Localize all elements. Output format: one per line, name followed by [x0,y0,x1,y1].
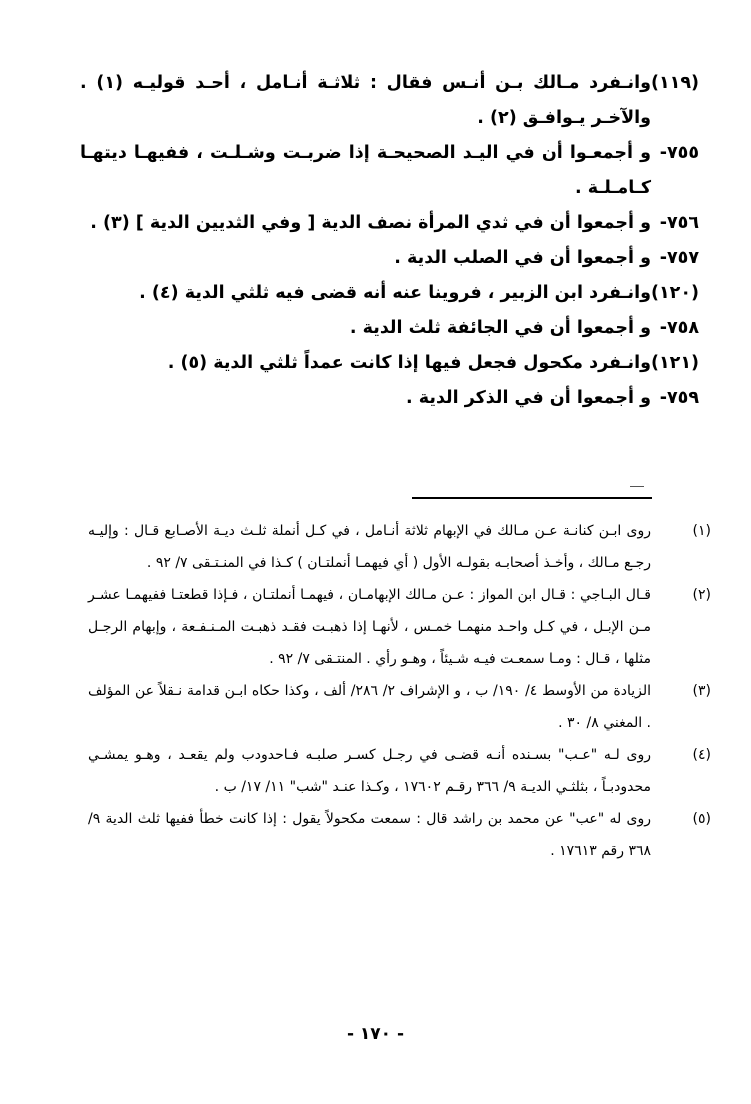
footnotes [88,515,711,867]
entry-119 [80,66,699,136]
entry-number: (١٢١) [650,353,699,373]
footnote-1 [88,515,711,579]
main-text [80,66,699,416]
entry-text: و أجمعوا أن في الجائفة ثلث الدية . [349,318,651,338]
footnote-5 [88,803,711,867]
entry-757 [80,241,699,276]
footnote-number: (٢) [692,587,711,603]
entry-120 [80,276,699,311]
entry-number: (١٢٠) [650,283,699,303]
entry-number: ٧٥٨- [659,318,699,338]
entry-number: ٧٥٥- [659,143,699,163]
entry-text: وانـفرد مـالك بـن أنـس فقال : ثلاثـة أنـامل ، أحـد قوليـه (١) . والآخـر يـوافـق (٢) . [80,73,651,128]
footnote-number: (٣) [692,683,711,699]
footnote-2 [88,579,711,675]
footnote-text: روى له "عب" عن محمد بن راشد قال : سمعت مكحولاً يقول : إذا كانت خطأ ففيها ثلث الدية ٩/ ٣٦٨ رقم ١٧٦١٣ . [88,811,651,859]
footnote-3 [88,675,711,739]
entry-text: و أجمعـوا أن في اليـد الصحيحـة إذا ضربـت وشـلـت ، ففيهـا ديتهـا كـامـلـة . [80,143,651,198]
footnote-number: (٥) [692,811,711,827]
entry-121 [80,346,699,381]
footnote-separator [412,497,652,499]
entry-758 [80,311,699,346]
footnote-text: روى لـه "عـب" بسـنده أنـه قضـى في رجـل كسـر صلبـه فـاحدودب ولم يقعـد ، وهـو يمشـي محدودبـاً ، بثلثـي الديـة ٩/ ٣٦٦ رقـم ١٧٦٠٢ ، وكـذا عنـد "شب" ١١/ ١٧/ ب . [88,747,651,795]
entry-text: وانـفرد مكحول فجعل فيها إذا كانت عمداً ثلثي الدية (٥) . [167,353,651,373]
footnote-text: روى ابـن كنانـة عـن مـالك في الإبهام ثلاثة أنـامل ، في كـل أنملة ثلـث ديـة الأصـابع قـال : وإليـه رجـع مـالك ، وأخـذ أصحابـه بقولـه الأول ( أي فيهمـا أنملتـان ) كـذا في المنـتـقى ٧/ ٩٢ . [88,523,651,571]
footnote-4 [88,739,711,803]
entry-756 [80,206,699,241]
entry-759 [80,381,699,416]
entry-number: ٧٥٧- [659,248,699,268]
entry-755 [80,136,699,206]
footnote-number: (٤) [692,747,711,763]
entry-text: و أجمعوا أن في ثدي المرأة نصف الدية [ وفي الثديين الدية ] (٣) . [90,213,651,233]
entry-number: (١١٩) [650,73,699,93]
entry-text: و أجمعوا أن في الذكر الدية . [406,388,651,408]
entry-text: وانـفرد ابن الزبير ، فروينا عنه أنه قضى فيه ثلثي الدية (٤) . [139,283,651,303]
separator-mark [630,486,644,487]
footnote-text: قـال البـاجي : قـال ابن المواز : عـن مـالك الإبهامـان ، فيهمـا أنملتـان ، فـإذا قطعتـا ففيهمـا عشـر مـن الإبـل ، في كـل واحـد منهمـا خمـس ، لأنهـا إذا ذهبـت فقـد ذهبـت المـنـفـعة ، وإبهام الرجـل مثلها ، قـال : ومـا سمعـت فيـه شـيئاً ، وهـو رأي . المنتـقى ٧/ ٩٢ . [88,587,651,667]
entry-text: و أجمعوا أن في الصلب الدية . [394,248,651,268]
footnote-number: (١) [692,523,711,539]
page-number: - ١٧٠ - [346,1024,405,1044]
footnote-text: الزيادة من الأوسط ٤/ ١٩٠/ ب ، و الإشراف ٢/ ٢٨٦/ ألف ، وكذا حكاه ابـن قدامة نـقلاً عن المؤلف . المغني ٨/ ٣٠ . [88,683,652,731]
entry-number: ٧٥٩- [659,388,699,408]
entry-number: ٧٥٦- [659,213,699,233]
